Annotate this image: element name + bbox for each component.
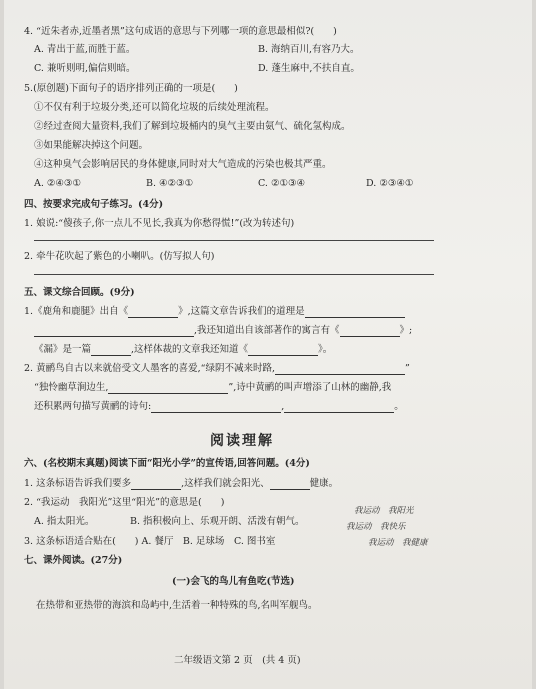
q4-option-d: D. 蓬生麻中,不扶自直。 <box>258 63 360 74</box>
slogan-line-2: 我运动 我快乐 <box>346 522 406 532</box>
reading-heading: 阅读理解 <box>210 433 274 449</box>
slogan-poster <box>340 508 460 550</box>
blank[interactable] <box>284 402 394 413</box>
q4-stem: 4. “近朱者赤,近墨者黑”这句成语的意思与下列哪一项的意思最相似?( ) <box>24 26 337 37</box>
passage-text: 在热带和亚热带的海滨和岛屿中,生活着一种特殊的鸟,名叫军舰鸟。 <box>36 600 318 611</box>
q5-sentence-1: ①不仅有利于垃圾分类,还可以简化垃圾的后续处理流程。 <box>34 102 275 113</box>
blank[interactable] <box>131 479 181 490</box>
section-7-title: 七、课外阅读。(27分) <box>24 555 123 566</box>
slogan-line-1: 我运动 我阳光 <box>354 506 414 516</box>
blank[interactable] <box>340 326 400 337</box>
q5-option-b: B. ④②③① <box>146 178 194 189</box>
exam-page <box>4 0 532 689</box>
q4-option-b: B. 海纳百川,有容乃大。 <box>258 44 360 55</box>
sec4-q2-answer-line[interactable] <box>34 274 434 275</box>
blank[interactable] <box>248 345 318 356</box>
passage-title: (一)会飞的鸟儿有鱼吃(节选) <box>172 576 295 587</box>
section-4-title: 四、按要求完成句子练习。(4分) <box>24 199 164 210</box>
sec4-q1: 1. 娘说:“傻孩子,你一点儿不见长,我真为你愁得慌!”(改为转述句) <box>24 218 295 229</box>
blank[interactable] <box>108 383 228 394</box>
sec6-q2: 2. “我运动 我阳光”这里“阳光”的意思是( ) <box>24 497 225 508</box>
blank[interactable] <box>91 345 131 356</box>
blank[interactable] <box>270 479 310 490</box>
blank[interactable] <box>305 307 405 318</box>
sec6-q1: 1. 这条标语告诉我们要多 ,这样我们就会阳光、 健康。 <box>24 478 339 489</box>
q4-option-a: A. 青出于蓝,而胜于蓝。 <box>34 44 136 55</box>
blank[interactable] <box>128 307 178 318</box>
sec6-q2-option-a: A. 指太阳光。 <box>34 516 95 527</box>
sec6-q2-option-b: B. 指积极向上、乐观开朗、活泼有朝气。 <box>130 516 305 527</box>
q5-sentence-2: ②经过查阅大量资料,我们了解到垃圾桶内的臭气主要由氨气、硫化氢构成。 <box>34 121 351 132</box>
q4-option-c: C. 兼听则明,偏信则暗。 <box>34 63 136 74</box>
blank[interactable] <box>34 326 194 337</box>
section-5-title: 五、课文综合回顾。(9分) <box>24 287 135 298</box>
sec5-q1-line3: 《漏》是一篇 ,这样体裁的文章我还知道《 》。 <box>34 344 333 355</box>
sec4-q2: 2. 牵牛花吹起了紫色的小喇叭。(仿写拟人句) <box>24 251 215 262</box>
slogan-line-3: 我运动 我健康 <box>368 538 428 548</box>
page-footer: 二年级语文第 2 页 (共 4 页) <box>174 655 301 666</box>
q5-sentence-3: ③如果能解决掉这个问题。 <box>34 140 149 151</box>
blank[interactable] <box>275 364 405 375</box>
section-6-title: 六、(名校期末真题)阅读下面“阳光小学”的宣传语,回答问题。(4分) <box>24 458 310 469</box>
blank[interactable] <box>151 402 281 413</box>
q5-option-d: D. ②③④① <box>366 178 414 189</box>
sec5-q2-line3: 还积累两句描写黄鹂的诗句: , 。 <box>34 401 404 412</box>
sec5-q1-line2: ,我还知道出自该部著作的寓言有《 》; <box>34 325 412 337</box>
q5-stem: 5.(原创题)下面句子的语序排列正确的一项是( ) <box>24 83 238 94</box>
q5-option-c: C. ②①③④ <box>258 178 306 189</box>
q5-option-a: A. ②④③① <box>34 178 81 189</box>
sec5-q2-line2: “独怜幽草涧边生, ”,诗中黄鹂的叫声增添了山林的幽静,我 <box>34 382 392 393</box>
sec6-q3: 3. 这条标语适合贴在( ) A. 餐厅 B. 足球场 C. 图书室 <box>24 536 276 547</box>
q5-sentence-4: ④这种臭气会影响居民的身体健康,同时对大气造成的污染也极其严重。 <box>34 159 332 170</box>
sec4-q1-answer-line[interactable] <box>34 240 434 241</box>
sec5-q2-line1: 2. 黄鹂鸟自古以来就倍受文人墨客的喜爱,“绿阴不减来时路, ” <box>24 363 410 374</box>
sec5-q1-line1: 1.《鹿角和鹿腿》出自《 》,这篇文章告诉我们的道理是 <box>24 306 405 318</box>
